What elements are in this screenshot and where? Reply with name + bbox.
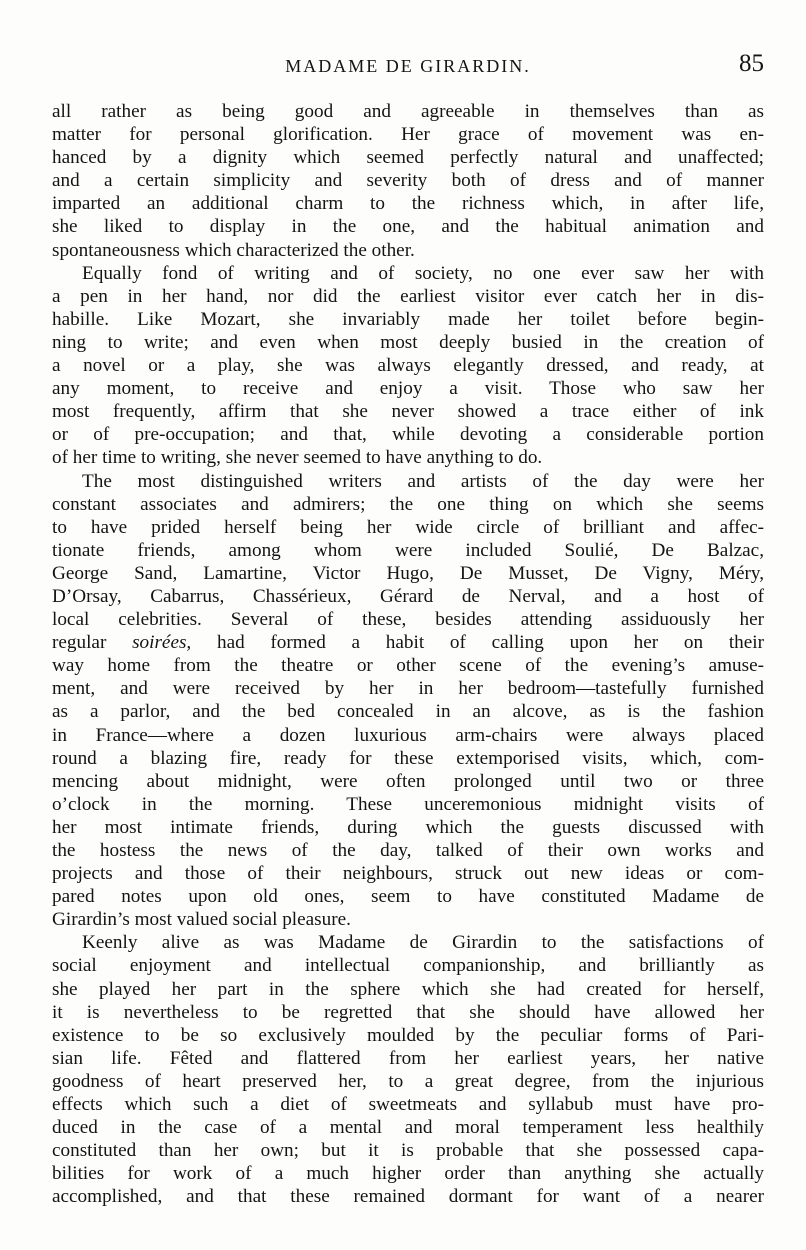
paragraph-start-line: Keenly alive as was Madame de Girardin to the satisfactions of bbox=[82, 932, 764, 954]
text-line: and a certain simplicity and severity both of dress and of manner bbox=[52, 170, 764, 192]
text-line: effects which such a diet of sweetmeats and syllabub must have pro- bbox=[52, 1094, 764, 1116]
text-segment: regular bbox=[52, 632, 133, 654]
text-line: spontaneousness which characterized the other. bbox=[52, 239, 415, 261]
text-line: local celebrities. Several of these, besides attending assiduously her bbox=[52, 609, 764, 631]
text-line: round a blazing fire, ready for these extemporised visits, which, com- bbox=[52, 747, 764, 769]
text-line: the hostess the news of the day, talked of their own works and bbox=[52, 840, 764, 861]
text-line: in France—where a dozen luxurious arm-chairs were always placed bbox=[52, 724, 764, 746]
text-line: all rather as being good and agreeable in themselves than as bbox=[52, 101, 764, 122]
text-line: to have prided herself being her wide circle of brilliant and affec- bbox=[52, 516, 764, 538]
text-line: goodness of heart preserved her, to a great degree, from the injurious bbox=[52, 1070, 764, 1092]
text-line: projects and those of their neighbours, struck out new ideas or com- bbox=[52, 863, 764, 885]
page-header bbox=[52, 50, 764, 84]
paragraph-start-line: Equally fond of writing and of society, no one ever saw her with bbox=[82, 262, 764, 284]
text-line: imparted an additional charm to the richness which, in after life, bbox=[52, 193, 764, 215]
text-line: tionate friends, among whom were included Soulié, De Balzac, bbox=[52, 539, 764, 561]
text-line: of her time to writing, she never seemed to have anything to do. bbox=[52, 447, 543, 469]
text-line: hanced by a dignity which seemed perfectly natural and unaffected; bbox=[52, 147, 764, 169]
text-segment: had formed a habit of calling upon her on their bbox=[191, 632, 764, 654]
paragraph-start-line: The most distinguished writers and artists of the day were her bbox=[82, 470, 764, 492]
text-line: o’clock in the morning. These unceremonious midnight visits of bbox=[52, 793, 764, 815]
text-line: Girardin’s most valued social pleasure. bbox=[52, 909, 351, 931]
italic-word: soirées, bbox=[132, 632, 192, 654]
text-line: constituted than her own; but it is probable that she possessed capa- bbox=[52, 1140, 764, 1162]
text-line: she played her part in the sphere which she had created for herself, bbox=[52, 978, 764, 1000]
text-line: her most intimate friends, during which the guests discussed with bbox=[52, 816, 764, 838]
text-line bbox=[52, 631, 764, 654]
text-line: a novel or a play, she was always elegantly dressed, and ready, at bbox=[52, 355, 764, 377]
text-line: sian life. Fêted and flattered from her earliest years, her native bbox=[52, 1047, 764, 1069]
text-line: duced in the case of a mental and moral temperament less healthily bbox=[52, 1117, 764, 1139]
text-line: mencing about midnight, were often prolonged until two or three bbox=[52, 770, 764, 792]
text-line: most frequently, affirm that she never showed a trace either of ink bbox=[52, 401, 764, 423]
text-line: accomplished, and that these remained dormant for want of a nearer bbox=[52, 1186, 764, 1208]
text-line: habille. Like Mozart, she invariably made her toilet before begin- bbox=[52, 308, 764, 330]
text-line: existence to be so exclusively moulded by the peculiar forms of Pari- bbox=[52, 1024, 764, 1046]
text-line: social enjoyment and intellectual companionship, and brilliantly as bbox=[52, 955, 764, 977]
text-line: constant associates and admirers; the one thing on which she seems bbox=[52, 493, 764, 515]
text-line: ment, and were received by her in her bedroom—tastefully furnished bbox=[52, 678, 764, 700]
text-line: bilities for work of a much higher order than anything she actually bbox=[52, 1163, 764, 1185]
text-line: ning to write; and even when most deeply busied in the creation of bbox=[52, 331, 764, 353]
text-line: any moment, to receive and enjoy a visit. Those who saw her bbox=[52, 378, 764, 400]
text-line: pared notes upon old ones, seem to have constituted Madame de bbox=[52, 886, 764, 908]
text-line: she liked to display in the one, and the habitual animation and bbox=[52, 216, 764, 238]
text-line: as a parlor, and the bed concealed in an alcove, as is the fashion bbox=[52, 701, 764, 723]
body-text bbox=[52, 100, 764, 1209]
text-line: or of pre-occupation; and that, while devoting a considerable portion bbox=[52, 424, 764, 446]
text-line: D’Orsay, Cabarrus, Chassérieux, Gérard de Nerval, and a host of bbox=[52, 585, 764, 607]
text-line: it is nevertheless to be regretted that she should have allowed her bbox=[52, 1001, 764, 1023]
text-line: a pen in her hand, nor did the earliest visitor ever catch her in dis- bbox=[52, 285, 764, 307]
text-line: George Sand, Lamartine, Victor Hugo, De Musset, De Vigny, Méry, bbox=[52, 562, 764, 584]
running-title: MADAME DE GIRARDIN. bbox=[285, 56, 531, 76]
text-line: matter for personal glorification. Her grace of movement was en- bbox=[52, 124, 764, 146]
page-number: 85 bbox=[739, 50, 764, 77]
text-line: way home from the theatre or other scene of the evening’s amuse- bbox=[52, 655, 764, 677]
